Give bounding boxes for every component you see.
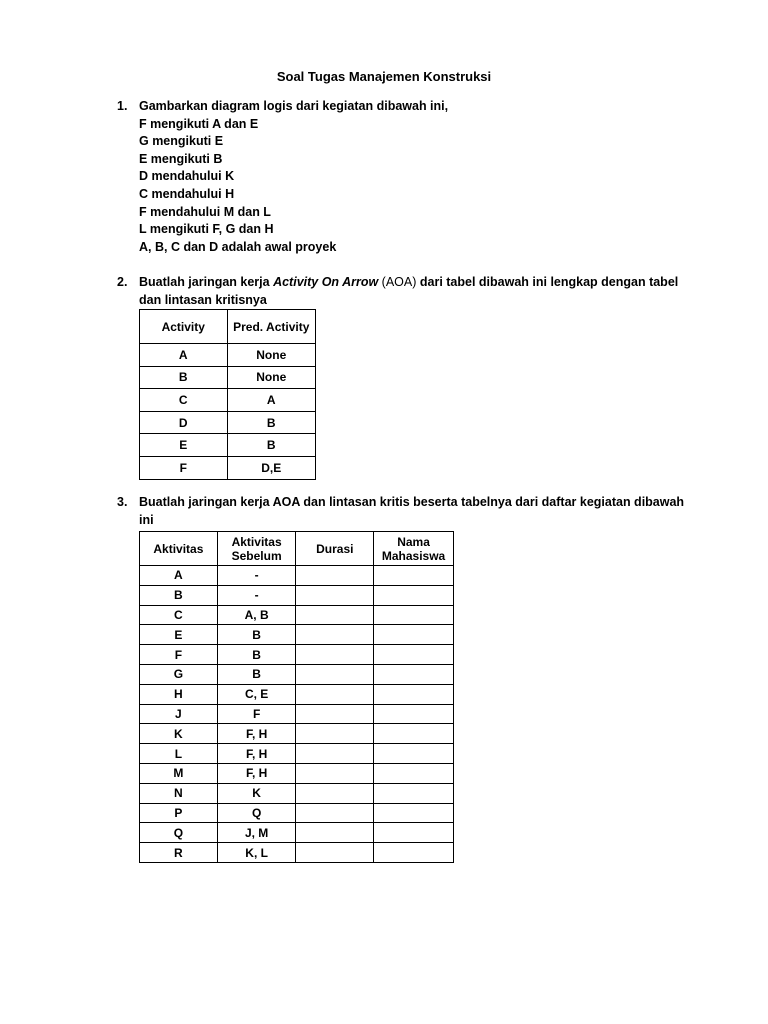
table-cell: B: [217, 645, 296, 665]
table-row: [140, 783, 454, 803]
table-cell: [296, 843, 374, 863]
table-cell: C: [140, 605, 218, 625]
table-row: [140, 434, 316, 457]
page-title: Soal Tugas Manajemen Konstruksi: [276, 69, 492, 84]
table-cell: L: [140, 744, 218, 764]
table-cell: B: [217, 625, 296, 645]
question-3-body: [139, 494, 684, 529]
table-cell: None: [227, 366, 316, 389]
question-3-line-1: Buatlah jaringan kerja AOA dan lintasan kritis beserta tabelnya dari daftar kegiatan dibawah: [139, 495, 685, 509]
question-2-body: [139, 274, 678, 309]
table-cell: [374, 625, 454, 645]
table-cell: F, H: [217, 744, 296, 764]
table-header-cell: Aktivitas: [140, 532, 218, 566]
table-cell: J, M: [217, 823, 296, 843]
question-1-line: Gambarkan diagram logis dari kegiatan dibawah ini,: [139, 99, 449, 113]
table-cell: [296, 704, 374, 724]
table-cell: -: [217, 585, 296, 605]
table-cell: [296, 724, 374, 744]
table-cell: [296, 605, 374, 625]
table-cell: F: [217, 704, 296, 724]
table-header-cell: Durasi: [296, 532, 374, 566]
table-cell: [296, 803, 374, 823]
table-cell: A: [140, 566, 218, 586]
table-row: [140, 366, 316, 389]
table-cell: [374, 823, 454, 843]
table-row: [140, 843, 454, 863]
table-header-cell: Activity: [140, 310, 228, 344]
table-row: [140, 803, 454, 823]
table-cell: [374, 724, 454, 744]
table-row: [140, 566, 454, 586]
table-cell: J: [140, 704, 218, 724]
table-cell: N: [140, 783, 218, 803]
table-row: [140, 645, 454, 665]
table-cell: -: [217, 566, 296, 586]
table-row: [140, 625, 454, 645]
table-cell: [374, 704, 454, 724]
question-1-line: G mengikuti E: [139, 134, 224, 149]
activity-table: [139, 309, 316, 480]
table-row: [140, 585, 454, 605]
table-cell: [374, 664, 454, 684]
table-cell: K: [217, 783, 296, 803]
table-cell: B: [227, 434, 316, 457]
table-cell: P: [140, 803, 218, 823]
table-cell: [296, 585, 374, 605]
table-cell: G: [140, 664, 218, 684]
question-2-line-2: dan lintasan kritisnya: [139, 292, 267, 307]
table-cell: [374, 783, 454, 803]
table-cell: [296, 823, 374, 843]
table-cell: [374, 803, 454, 823]
table-row: [140, 744, 454, 764]
table-row: [140, 456, 316, 479]
table-cell: [374, 566, 454, 586]
table-cell: B: [140, 585, 218, 605]
table-cell: [374, 763, 454, 783]
table-cell: [296, 645, 374, 665]
table-cell: K: [140, 724, 218, 744]
question-2: [117, 274, 678, 309]
question-1-line: F mengikuti A dan E: [139, 116, 259, 131]
table-cell: [374, 684, 454, 704]
table-cell: M: [140, 763, 218, 783]
question-2-text-before: Buatlah jaringan kerja: [139, 275, 274, 289]
question-2-aoa: (AOA): [378, 275, 417, 289]
table-cell: A: [140, 344, 228, 367]
table-header-row: [140, 310, 316, 344]
table-row: [140, 704, 454, 724]
table-row: [140, 684, 454, 704]
table-cell: B: [227, 411, 316, 434]
table-cell: [374, 843, 454, 863]
table-cell: F: [140, 456, 228, 479]
table-row: [140, 664, 454, 684]
question-2-text-after: dari tabel dibawah ini lengkap dengan tabel: [416, 275, 679, 289]
table-cell: [296, 744, 374, 764]
table-cell: [296, 664, 374, 684]
table-cell: [374, 645, 454, 665]
question-1-line: D mendahului K: [139, 169, 235, 184]
table-row: [140, 724, 454, 744]
question-3: [117, 494, 684, 529]
question-1-line: F mendahului M dan L: [139, 204, 271, 219]
question-2-number: 2.: [117, 275, 128, 289]
table-cell: F: [140, 645, 218, 665]
table-cell: C: [140, 389, 228, 412]
question-1-line: L mengikuti F, G dan H: [139, 222, 274, 237]
table-cell: [296, 625, 374, 645]
table-cell: Q: [140, 823, 218, 843]
table-cell: F, H: [217, 763, 296, 783]
table-cell: [374, 744, 454, 764]
table-header-cell: Aktivitas Sebelum: [217, 532, 296, 566]
table-cell: A, B: [217, 605, 296, 625]
question-1-line: A, B, C dan D adalah awal proyek: [139, 239, 337, 254]
table-cell: K, L: [217, 843, 296, 863]
table-row: [140, 823, 454, 843]
question-3-line-2: ini: [139, 512, 154, 527]
table-cell: C, E: [217, 684, 296, 704]
table-cell: [296, 684, 374, 704]
question-3-number: 3.: [117, 495, 128, 509]
table-row: [140, 763, 454, 783]
question-1-line: C mendahului H: [139, 186, 235, 201]
table-cell: H: [140, 684, 218, 704]
table-cell: None: [227, 344, 316, 367]
table-row: [140, 389, 316, 412]
question-1-number: 1.: [117, 99, 128, 113]
table-cell: R: [140, 843, 218, 863]
question-1-line: E mengikuti B: [139, 151, 223, 166]
question-2-italic-term: Activity On Arrow: [273, 275, 379, 289]
table-cell: [374, 605, 454, 625]
table-header-cell: Pred. Activity: [227, 310, 316, 344]
table-cell: D,E: [227, 456, 316, 479]
question-1-body: [139, 98, 448, 256]
table-cell: [296, 763, 374, 783]
table-header-cell: Nama Mahasiswa: [374, 532, 454, 566]
table-row: [140, 344, 316, 367]
table-cell: E: [140, 625, 218, 645]
table-cell: Q: [217, 803, 296, 823]
table-cell: [374, 585, 454, 605]
table-cell: D: [140, 411, 228, 434]
table-cell: B: [217, 664, 296, 684]
table-cell: A: [227, 389, 316, 412]
table-cell: [296, 566, 374, 586]
table-cell: B: [140, 366, 228, 389]
question-2-line-1: [139, 274, 678, 292]
table-row: [140, 411, 316, 434]
table-cell: F, H: [217, 724, 296, 744]
question-1: [117, 98, 448, 256]
table-header-row: [140, 532, 454, 566]
table-row: [140, 605, 454, 625]
aktivitas-table: [139, 531, 454, 863]
table-cell: [296, 783, 374, 803]
table-cell: E: [140, 434, 228, 457]
